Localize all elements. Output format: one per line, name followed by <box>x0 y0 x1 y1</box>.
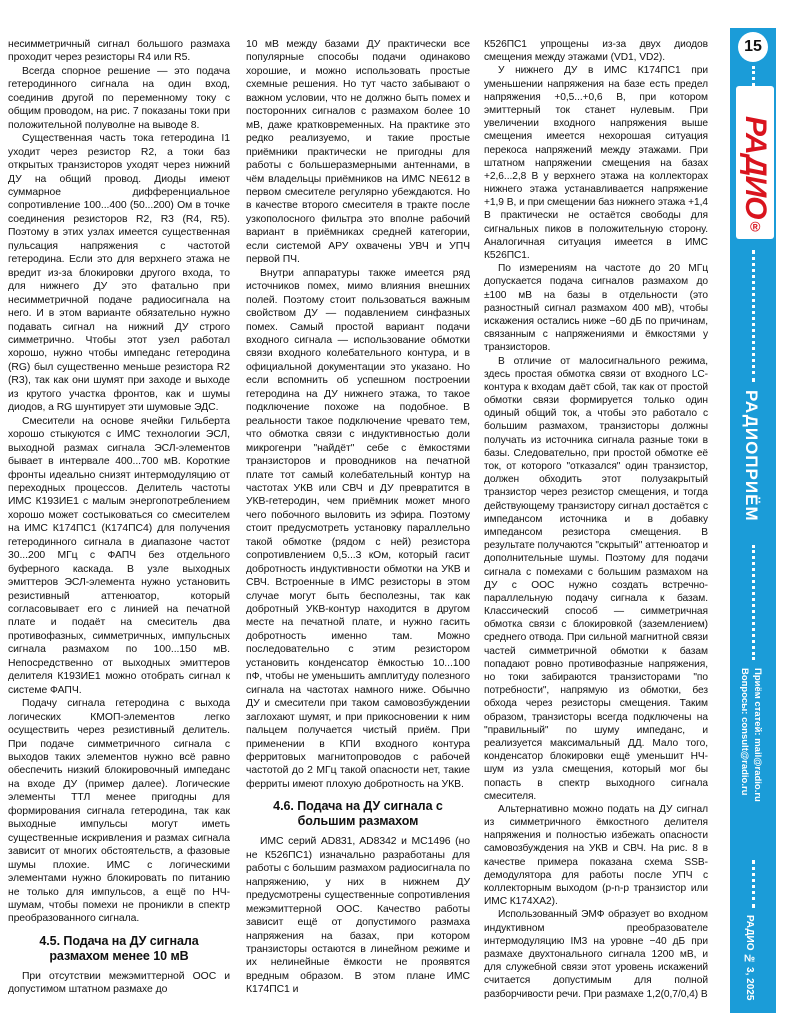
paragraph: По измерениям на частоте до 20 МГц допускается подача сигналов размахом до ±100 мВ на базы в отдельности (это разностный сигнал размахом 400 мВ), чтобы искажения остались ниже −60 дБ по причинам, связанным с напряжениями и ёмкостями у транзисторов. <box>484 263 708 354</box>
paragraph: К526ПС1 упрощены из-за двух диодов смещения между этажами (VD1, VD2). <box>484 39 708 64</box>
paragraph: Всегда спорное решение — это подача гетеродинного сигнала на один вход, соединив другой по переменному току с общим проводом, на рис. 7 показаны токи при положительной полуволне на выводе 8. <box>8 65 230 131</box>
paragraph: В отличие от малосигнального режима, здесь простая обмотка связи от входного LC-контура к входам даёт сбой, так как от простой обмотки связи формируется только один одиный общий ток, а чтобы это работало с большим размахом, транзисторы должны получать из источника сигнала разные токи в базы. Следовательно, при простой обмотке её ток, от которого "отказался" один транзистор, должен обходить этот полузакрытый транзистор через резистор смещения, и тогда действующему транзистору сигнал достаётся с импедансом источника и в добавку импедансом резистора смещения. В результате получаются "скрытый" аттенюатор и дополнительные шумы. Поэтому для подачи сигнала с помехами с большим размахом на ДУ с ООС нужно создать встречно-параллельную подачу сигнала к базам. Классический способ — симметричная обмотка связи с блокировкой (заземлением) среднего отвода. При сильной магнитной связи частей симметричной обмотки к базам попадают ровно противофазные напряжения, но токи забираются транзисторами "по потребности", напрямую из обмотки, без обхода через резисторы смещения. Таким образом, транзисторы всегда подключены на "правильный" по шуму импеданс, и реализуется максимальный ДД. Мало того, конденсатор блокировки ещё уменьшит НЧ-шум из узла смещения, который мог бы попасть в спектр выходного сигнала смесителя. <box>484 355 708 802</box>
paragraph: 10 мВ между базами ДУ практически все популярные способы подачи одинаково хорошие, и можно использовать простые схемные решения. Но тут часто забывают о важном условии, что не должно быть помех и посторонних сигналов с размахом более 10 мВ, даже кратковременных. На практике это редко реализуемо, и такие простые приёмники практически не пригодны для работы с большеразмерными антеннами, в чём владельцы приёмников на ИМС NE612 в первом смесителе регулярно убеждаются. Но в качестве второго смесителя в тракте после узкополосного фильтра это вполне рабочий вариант в приёмниках средней категории, если системой АРУ охвачены УВЧ и УПЧ первой ПЧ. <box>246 39 470 266</box>
contact-questions: Вопросы: consult@radio.ru <box>739 668 750 796</box>
issue-label: РАДИО № 3, 2025 <box>744 915 755 1001</box>
brand-name: РАДИО <box>739 116 772 219</box>
section-title: РАДИОПРИЁМ <box>742 390 761 522</box>
brand-logo <box>736 86 774 239</box>
sidebar-dots-lower <box>752 545 759 660</box>
brand-registered-mark: ® <box>747 218 763 234</box>
paragraph: У нижнего ДУ в ИМС К174ПС1 при уменьшении напряжения на базе есть предел напряжения +0,5...+0,6 В, при котором эмиттерный ток станет нулевым. При увеличении входного напряжения выше смещения имеется нехорошая ситуация перекоса напряжений между этажами. При штатном напряжении смещения на базах +2,6...2,8 В у верхнего этажа на коллекторах нижнего этажа устанавливается напряжение +1,9 В, и при смещении баз нижнего этажа +1,4 В практически не остаётся свободы для сигнальных пиков в положительную сторону. Аналогичная ситуация имеется в ИМС К526ПС1. <box>484 65 708 261</box>
paragraph: Внутри аппаратуры также имеется ряд источников помех, мимо влияния внешних полей. Поэтому стоит пользоваться важным свойством ДУ — подавлением синфазных помех. Самый простой вариант подачи входного сигнала — использование обмотки связи входного колебательного контура, и в официальной документации это указано. Но если вспомнить об успешном построении гетеродина на ДУ нижнего этажа, то такое подключение похоже на подобное. В реальности такое подключение чревато тем, что обмотка связи с индуктивностью доли микрогенри "найдёт" себе с ёмкостями транзисторов и проводников на печатной плате тот самый колебательный контур на частотах УКВ или СВЧ и ДУ превратится в УКВ-гетеродин, чем приёмник может много чего побочного выловить из эфира. Поэтому стоит предусмотреть установку параллельно такой обмотке (рядом с ней) резистора сопротивлением 0,5...3 кОм, который гасит добротность индуктивности обмотки на УКВ и СВЧ. Встроенные в ИМС резисторы в этом случае могут быть бесполезны, так как добротный УКВ-контур находится в другом месте на печатной плате, и нужно гасить добротность именно там. Можно последовательно с этим резистором установить конденсатор ёмкостью 10...100 пФ, чтобы не уменьшить амплитуду полезного сигнала на частотах намного ниже. Обычно ДУ и смесители при таком самовозбуждении заглохают шумят, и при прикосновении к ним пальцем получается чистый приём. При применении в КПИ входного контура ферритовых магнитопроводов с рабочей частотой до 2 МГц такой опасности нет, такие ферриты имеют плохую добротность на УКВ. <box>246 267 470 790</box>
article-column-1 <box>8 38 230 997</box>
page-number: 15 <box>738 32 768 62</box>
paragraph: Смесители на основе ячейки Гильберта хорошо стыкуются с ИМС технологии ЭСЛ, выходной размах сигнала ЭСЛ-элементов бывает в интервале 400...700 мВ. Короткие фронты идеально снизят интермодуляцию от переходных процессов. Делитель частоты ИМС К193ИЕ1 с малым энергопотреблением хорошо может состыковаться со смесителем на ИМС К174ПС1 (К174ПС4) для получения гетеродинного сигнала в диапазоне частот 30...200 МГц с ФАПЧ без отдельного буферного каскада. В узле выходных эмиттеров ЭСЛ-элемента нужно установить резистивный аттенюатор, который согласовывает его с линией на печатной плате и подаёт на смеситель два противофазных, симметричных, импульсных сигнала размахом по 100...150 мВ. Непосредственно от выходных эмиттеров делителя К193ИЕ1 можно отобрать сигнал к системе ФАПЧ. <box>8 415 230 696</box>
sidebar-dots-mid <box>752 250 759 382</box>
article-column-2 <box>246 38 470 997</box>
paragraph: Альтернативно можно подать на ДУ сигнал из симметричного ёмкостного делителя напряжения и полностью избежать опасности самовозбуждения на УКВ и СВЧ. На рис. 8 в качестве примера показана схема SSB-демодулятора для работы после УПЧ с коллекторным выходом (p-n-p транзистор или ИМС К174ХА2). <box>484 803 708 908</box>
article-column-3 <box>484 38 708 1001</box>
paragraph: При отсутствии межэмиттерной ООС и допустимом штатном размахе до <box>8 970 230 996</box>
contact-info <box>738 668 764 802</box>
section-heading-4-5: 4.5. Подача на ДУ сигнала размахом менее 10 мВ <box>39 933 199 963</box>
contact-articles: Приём статей: mail@radio.ru <box>752 668 763 802</box>
sidebar-dots-bottom <box>752 860 759 908</box>
paragraph: Подачу сигнала гетеродина с выхода логических КМОП-элементов легко осуществить через резистивный делитель. При подаче симметричного сигнала с выходов таких элементов нужно всё равно обеспечить низкий блокировочный импеданс на входе ДУ (пример далее). Логические элементы ТТЛ менее пригодны для формирования сигнала гетеродина, так как выходные импульсы могут иметь существенные искривления и размах сигнала зависит от многих обстоятельств, а фазовые шумы плохие. ИМС с логическими элементами нужно блокировать по питанию не только для импульсов, а ещё по НЧ-шумам, чтобы помехи не проникли в спектр преобразованного сигнала. <box>8 698 230 925</box>
paragraph: несимметричный сигнал большого размаха проходит через резисторы R4 или R5. <box>8 39 230 64</box>
sidebar-dots-top <box>752 66 759 86</box>
paragraph: Использованный ЭМФ образует во входном индуктивном преобразователе интермодуляцию IM3 на уровне −40 дБ при размахе двухтонального сигнала 1200 мВ, и для служебной связи этот уровень искажений считается допустимым для полной разборчивости речи. При размахе 1,2(0,7/0,4) В <box>484 909 708 1000</box>
section-heading-4-6: 4.6. Подача на ДУ сигнала с большим размахом <box>273 799 443 829</box>
paragraph: Существенная часть тока гетеродина I1 уходит через резистор R2, а токи баз открытых транзисторов уходят через нижний ДУ на общий провод. Диоды имеют суммарное дифференциальное сопротивление 100...400 (50...200) Ом в точке соединения резисторов R2, R3 (R4, R5). Поэтому в этих узлах имеется существенная пульсация напряжения с частотой гетеродина. Если это для верхнего этажа не вредит из-за блокировки другого входа, то для нижнего ДУ это фатально при несимметричной подаче радиосигнала на него. И в этом варианте обязательно нужно подавать сигнал на нижний ДУ строго симметрично. Чтобы этот узел работал хорошо, нужно чтобы импеданс гетеродина (RG) был существенно меньше резистора R2 (R3), так как они шумят при заходе и выходе из крутого участка фронтов, как и шумы диодов, а RG шунтирует эти шумовые ЭДС. <box>8 133 230 414</box>
paragraph: ИМС серий AD831, AD8342 и MC1496 (но не К526ПС1) изначально разработаны для работы с большим размахом радиосигнала по напряжению, у них в нижнем ДУ предусмотрены существенные сопротивления межэмиттерной ООС. Качество работы зависит ещё от допустимого размаха напряжения на базах, при котором транзисторы остаются в линейном режиме и их нелинейные ёмкости не проявятся вредным образом. В этом плане ИМС К174ПС1 и <box>246 836 470 996</box>
